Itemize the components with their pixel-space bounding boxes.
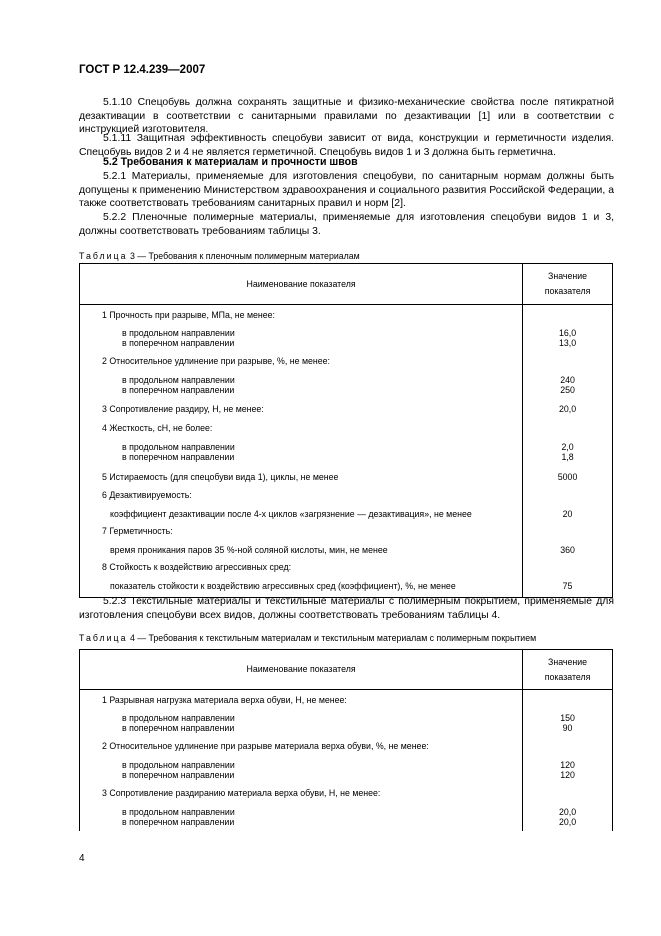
- table-row: в продольном направлении: [122, 806, 235, 817]
- page-number: 4: [79, 853, 85, 864]
- table-row: в поперечном направлении: [122, 769, 235, 780]
- table-cell-value: 75: [523, 576, 613, 598]
- table3-caption-text: 3 — Требования к пленочным полимерным материалам: [127, 251, 360, 261]
- table-cell-value: 5000: [523, 466, 613, 486]
- table-row: 1 Прочность при разрыве, МПа, не менее:: [102, 310, 275, 320]
- table-4: [79, 649, 613, 831]
- table-row: 2 Относительное удлинение при разрыве материала верха обуви, %, не менее:: [102, 740, 429, 751]
- table-cell-value: 240: [523, 370, 613, 385]
- table-cell-value: 16,0: [523, 323, 613, 338]
- table3-caption-word: Таблица: [79, 251, 128, 261]
- table-row: в поперечном направлении: [122, 384, 235, 395]
- table3-header-name: Наименование показателя: [80, 264, 523, 305]
- table-cell-value: 250: [523, 385, 613, 399]
- table-row: 6 Дезактивируемость:: [102, 489, 192, 500]
- table-cell-value: 13,0: [523, 338, 613, 352]
- table-row: в продольном направлении: [122, 759, 235, 770]
- table4-caption-word: Таблица: [79, 633, 128, 643]
- table-row: 3 Сопротивление раздиру, Н, не менее:: [102, 403, 264, 414]
- table-cell-value: 20,0: [523, 817, 613, 831]
- table4-header-value: Значение показателя: [523, 650, 613, 690]
- paragraph-5-2-1: 5.2.1 Материалы, применяемые для изготовления спецобуви, по санитарным нормам должны быть допущены к применению Министерством здравоохранения и социального развития Российской Федерации, а также соответствовать требованиям санитарных правил и норм [2].: [79, 171, 614, 209]
- section-heading-5-2: 5.2 Требования к материалам и прочности швов: [103, 156, 358, 168]
- table-cell-value: 20,0: [523, 399, 613, 419]
- table3-header-value: Значение показателя: [523, 264, 613, 305]
- table-row: в поперечном направлении: [122, 337, 235, 348]
- table-row: время проникания паров 35 %-ной соляной кислоты, мин, не менее: [110, 544, 388, 555]
- table4-caption: [79, 633, 536, 643]
- table-row: в поперечном направлении: [122, 816, 235, 827]
- table-cell-value: 90: [523, 723, 613, 737]
- table-row: коэффициент дезактивации после 4-х циклов «загрязнение — дезактивация», не менее: [110, 508, 472, 519]
- table-row: 3 Сопротивление раздиранию материала верха обуви, Н, не менее:: [102, 787, 381, 798]
- paragraph-5-1-10: 5.1.10 Спецобувь должна сохранять защитные и физико-механические свойства после пятикратной дезактивации в соответствии с санитарными правилами по дезактивации [1] или в соответствии с инструкцией изготовителя.: [79, 97, 614, 135]
- table-row: в поперечном направлении: [122, 722, 235, 733]
- table-cell-value: 1,8: [523, 452, 613, 466]
- table4-header-name: Наименование показателя: [80, 650, 523, 690]
- table-cell-value: 2,0: [523, 437, 613, 452]
- table-row: в продольном направлении: [122, 441, 235, 452]
- table-cell-value: 120: [523, 755, 613, 770]
- paragraph-5-2-3: 5.2.3 Текстильные материалы и текстильные материалы с полимерным покрытием, применяемые для изготовления спецобуви всех видов, должны соответствовать требованиям таблицы 4.: [79, 596, 614, 621]
- table-row: в продольном направлении: [122, 327, 235, 338]
- document-header: ГОСТ Р 12.4.239—2007: [79, 64, 206, 76]
- table-cell-value: 120: [523, 770, 613, 784]
- table-cell-value: 20: [523, 504, 613, 522]
- table-row: 7 Герметичность:: [102, 525, 173, 536]
- paragraph-5-1-11: 5.1.11 Защитная эффективность спецобуви зависит от вида, конструкции и герметичности изделия. Спецобувь видов 2 и 4 не является герметичной. Спецобувь видов 1 и 3 должна быть герметична.: [79, 133, 614, 158]
- table-row: 2 Относительное удлинение при разрыве, %, не менее:: [102, 355, 330, 366]
- table-cell-value: 20,0: [523, 802, 613, 817]
- table3-caption: [79, 251, 360, 261]
- table-row: 5 Истираемость (для спецобуви вида 1), циклы, не менее: [102, 471, 339, 482]
- table-cell-value: 360: [523, 540, 613, 558]
- table-row: 8 Стойкость к воздействию агрессивных сред:: [102, 561, 292, 572]
- table-3: [79, 263, 613, 598]
- table-row: в продольном направлении: [122, 374, 235, 385]
- table-row: в продольном направлении: [122, 712, 235, 723]
- table-row: 4 Жесткость, сН, не более:: [102, 422, 213, 433]
- table-row: показатель стойкости к воздействию агрессивных сред (коэффициент), %, не менее: [110, 580, 456, 591]
- table-cell-value: 150: [523, 708, 613, 723]
- table4-caption-text: 4 — Требования к текстильным материалам и текстильным материалам с полимерным покрытием: [127, 633, 537, 643]
- table-row: 1 Разрывная нагрузка материала верха обуви, Н, не менее:: [102, 695, 347, 705]
- table-row: в поперечном направлении: [122, 451, 235, 462]
- paragraph-5-2-2: 5.2.2 Пленочные полимерные материалы, применяемые для изготовления спецобуви видов 1 и 3, должны соответствовать требованиям таблицы 3.: [79, 212, 614, 237]
